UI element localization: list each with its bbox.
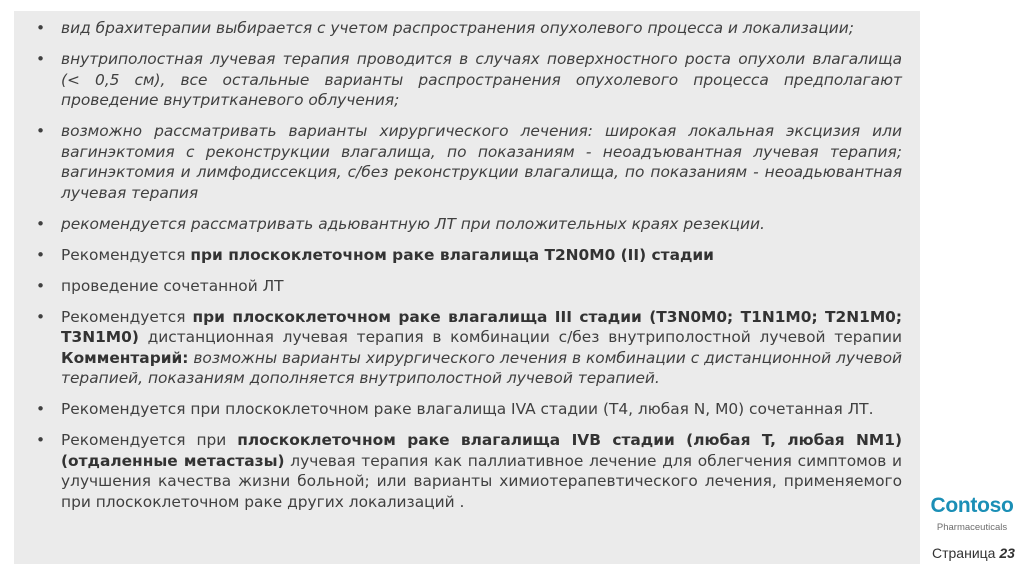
company-logo <box>930 494 1014 533</box>
bullet-item <box>36 276 902 297</box>
bullet-bold-text: плоскоклеточном раке влагалища IVB стадии (любая T, любая NM1) (отдаленные метастазы) <box>61 431 902 470</box>
bullet-item <box>36 214 902 235</box>
bullet-text: лучевая терапия как паллиативное лечение для облегчения симптомов и улучшения качества жизни больной; или варианты химиотерапевтического лечения, применяемого при плоскоклеточном раке других локализаций . <box>61 451 903 511</box>
bullet-text: дистанционная лучевая терапия в комбинации с/без внутриполостной лучевой терапии <box>138 328 902 346</box>
bullet-text: рекомендуется рассматривать адьювантную ЛТ при положительных краях резекции. <box>61 214 765 233</box>
bullet-bold-text: при плоскоклеточном раке влагалища III стадии (T3N0M0; T1N1M0; T2N1M0; T3N1M0) <box>61 307 903 346</box>
comment-text: возможны варианты хирургического лечения в комбинации с дистанционной лучевой терапией, показаниям дополняется внутриполостной лучевой терапией. <box>61 348 902 387</box>
bullet-item <box>36 49 902 111</box>
slide-content-panel <box>14 11 920 564</box>
bullet-item <box>36 430 902 512</box>
bullet-bold-text: при плоскоклеточном раке влагалища T2N0M0 (II) стадии <box>190 245 714 264</box>
bullet-item <box>36 18 902 39</box>
bullet-text: Рекомендуется <box>61 245 191 264</box>
bullet-text: Рекомендуется при плоскоклеточном раке влагалища IVA стадии (T4, любая N, M0) сочетанная ЛТ. <box>61 400 874 418</box>
comment-label: Комментарий: <box>61 348 189 367</box>
bullet-text: проведение сочетанной ЛТ <box>61 276 284 295</box>
bullet-text: Рекомендуется <box>61 307 193 326</box>
bullet-text: вид брахитерапии выбирается с учетом распространения опухолевого процесса и локализации; <box>61 19 854 37</box>
page-label: Страница <box>932 545 996 561</box>
page-number <box>932 545 1015 561</box>
bullet-item <box>36 307 902 389</box>
bullet-item <box>36 399 902 420</box>
bullet-item <box>36 245 902 266</box>
page-number-value: 23 <box>999 545 1015 561</box>
bullet-text: внутриполостная лучевая терапия проводится в случаях поверхностного роста опухоли влагалища (< 0,5 см), все остальные варианты распространения опухолевого процесса предполагают проведение внутритканевого облучения; <box>61 50 902 109</box>
bullet-list <box>36 18 902 523</box>
logo-wordmark: Contoso <box>930 494 1014 517</box>
bullet-text: Рекомендуется при <box>61 431 238 449</box>
bullet-item <box>36 121 902 203</box>
bullet-text: возможно рассматривать варианты хирургического лечения: широкая локальная эксцизия или вагинэктомия с реконструкции влагалища, по показаниям - неоадъювантная лучевая терапия; вагинэктомия и лимфодиссекция, с/без реконструкции влагалища, по показаниям - неоадьювантная лучевая терапия <box>61 122 902 202</box>
logo-subtitle: Pharmaceuticals <box>936 522 1008 533</box>
